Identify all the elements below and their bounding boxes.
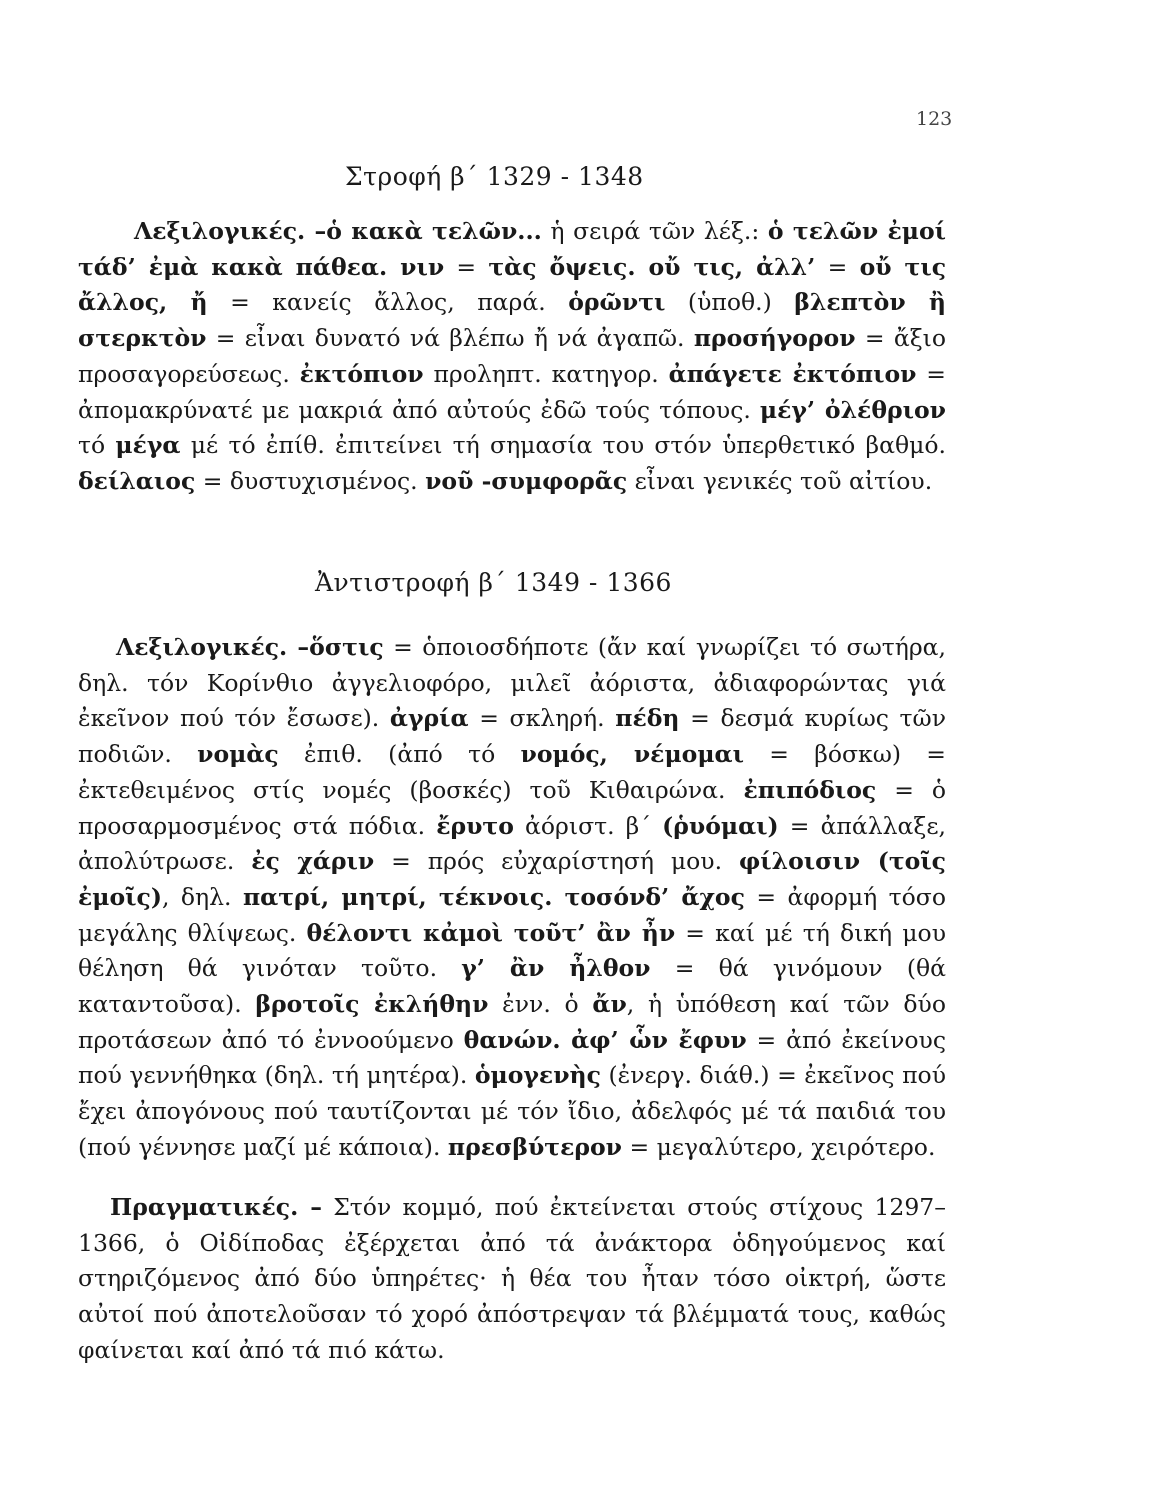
bold-term: νοῦ -συμφορᾶς bbox=[425, 466, 628, 495]
bold-term: (ῥυόμαι) bbox=[662, 811, 779, 840]
bold-term: Λεξιλογικές. –ὅστις bbox=[116, 633, 384, 661]
text-run: = βόσκω) = ἐκτεθειμένος στίς νομές (βοσκές) τοῦ Κιθαιρώνα. bbox=[78, 740, 946, 804]
section-heading-strophe: Στροφή β΄ 1329 - 1348 bbox=[345, 162, 644, 191]
section-heading-antistrophe: Ἀντιστροφή β΄ 1349 - 1366 bbox=[315, 568, 672, 597]
bold-term: θέλοντι κἀμοὶ τοῦτ’ ἂν ἦν bbox=[306, 918, 676, 947]
bold-term: βλεπτὸν ἢ στερκτὸν bbox=[78, 288, 946, 353]
bold-term: Πραγματικές. – bbox=[110, 1193, 322, 1221]
text-run: = ἀφορμή τόσο μεγάλης θλίψεως. bbox=[78, 882, 946, 947]
text-run: Στόν κομμό, πού ἐκτείνεται στούς στίχους 1297–1366, ὁ Οἰδίποδας ἐξέρχεται ἀπό τά ἀνάκτορα ὁδηγούμενος καί στηριζόμενος ἀπό δύο ὑπηρέτες· ἡ θέα του ἦταν τόσο οἰκτρή, ὥστε αὐτοί πού ἀποτελοῦσαν τό χορό ἀπόστρεψαν τά βλέμματά τους, καθώς φαίνεται καί ἀπό τά πιό κάτω. bbox=[78, 1193, 946, 1364]
text-run: = καί μέ τή δική μου θέληση θά γινόταν τοῦτο. bbox=[78, 918, 946, 983]
bold-term: ἀπάγετε ἐκτόπιον bbox=[668, 359, 917, 388]
text-run: , ἡ ὑπόθεση καί τῶν δύο προτάσεων ἀπό τό ἐννοούμενο bbox=[78, 990, 946, 1054]
bold-term: ἀγρία bbox=[389, 704, 469, 733]
text-run: = θά γινόμουν (θά καταντοῦσα). bbox=[78, 954, 947, 1019]
bold-term: μέγ’ ὀλέθριον bbox=[759, 395, 946, 424]
bold-term: ὁρῶντι bbox=[568, 288, 666, 317]
text-run: = μεγαλύτερο, χειρότερο. bbox=[621, 1132, 936, 1161]
bold-term: ἐκτόπιον bbox=[299, 359, 424, 388]
text-run: ἀόριστ. β΄ bbox=[513, 811, 663, 840]
text-run: = εἶναι δυνατό νά βλέπω ἤ νά ἀγαπῶ. bbox=[206, 324, 694, 353]
bold-term: φίλοισιν (τοῖς ἐμοῖς) bbox=[78, 847, 946, 911]
bold-term: Λεξιλογικές. –ὁ κακὰ τελῶν... bbox=[134, 217, 542, 245]
text-run: , δηλ. bbox=[161, 882, 243, 911]
bold-term: ὁ τελῶν ἐμοί τάδ’ ἐμὰ κακὰ πάθεα. νιν bbox=[78, 217, 946, 281]
text-run: (ἐνεργ. διάθ.) = ἐκεῖνος πού ἔχει ἀπογόνους πού ταυτίζονται μέ τόν ἴδιο, ἀδελφός μέ τά παιδιά του (πού γέννησε μαζί μέ κάποια). bbox=[78, 1061, 946, 1161]
bold-term: ὁμογενὴς bbox=[474, 1061, 601, 1090]
text-run: = δεσμά κυρίως τῶν ποδιῶν. bbox=[78, 704, 946, 769]
bold-term: θανών. ἀφ’ ὧν ἔφυν bbox=[463, 1025, 747, 1054]
bold-term: ἐπιπόδιος bbox=[743, 775, 877, 804]
bold-term: νομός, νέμομαι bbox=[520, 740, 744, 769]
text-run: = ἄξιο προσαγορεύσεως. bbox=[78, 324, 947, 388]
text-run: = ἀπομακρύνατέ με μακριά ἀπό αὐτούς ἐδῶ τούς τόπους. bbox=[78, 359, 946, 424]
text-run: = ὁ προσαρμοσμένος στά πόδια. bbox=[78, 775, 946, 840]
bold-term: προσήγορον bbox=[693, 324, 856, 353]
text-run: = κανείς ἄλλος, παρά. bbox=[207, 288, 569, 317]
text-run: ἐνν. ὁ bbox=[488, 990, 593, 1019]
text-run: = bbox=[444, 252, 489, 281]
bold-term: γ’ ἂν ἦλθον bbox=[461, 954, 651, 983]
text-run: = δυστυχισμένος. bbox=[195, 466, 426, 495]
page-number: 123 bbox=[916, 108, 953, 130]
bold-term: πατρί, μητρί, τέκνοις. τοσόνδ’ ἄχος bbox=[242, 882, 745, 911]
text-run: τό bbox=[78, 431, 116, 460]
text-run: εἶναι γενικές τοῦ αἰτίου. bbox=[627, 466, 933, 495]
bold-term: ἐς χάριν bbox=[251, 847, 375, 876]
text-run: ἐπιθ. (ἀπό τό bbox=[278, 740, 521, 769]
bold-term: ἔρυτο bbox=[436, 811, 514, 840]
bold-term: πρεσβύτερον bbox=[447, 1132, 622, 1161]
bold-term: μέγα bbox=[115, 431, 181, 460]
text-run: = ἀπό ἐκείνους πού γεννήθηκα (δηλ. τή μητέρα). bbox=[78, 1025, 946, 1090]
text-run: = σκληρή. bbox=[468, 704, 616, 733]
factual-notes-paragraph bbox=[78, 1190, 946, 1369]
text-run: ἡ σειρά τῶν λέξ.: bbox=[541, 217, 768, 245]
bold-term: ἄν bbox=[592, 990, 627, 1019]
bold-term: νομὰς bbox=[197, 740, 279, 769]
bold-term: οὔ τις ἄλλος, ἤ bbox=[78, 252, 947, 317]
lexical-notes-strophe-paragraph bbox=[78, 214, 946, 500]
lexical-notes-antistrophe-paragraph bbox=[78, 630, 946, 1166]
text-run: μέ τό ἐπίθ. ἐπιτείνει τή σημασία του στόν ὑπερθετικό βαθμό. bbox=[180, 431, 946, 460]
bold-term: βροτοῖς ἐκλήθην bbox=[255, 990, 489, 1019]
text-run: = ἀπάλλαξε, ἀπολύτρωσε. bbox=[78, 811, 946, 876]
text-run: = bbox=[815, 252, 860, 281]
text-run: = ὁποιοσδήποτε (ἄν καί γνωρίζει τό σωτήρα, δηλ. τόν Κορίνθιο ἀγγελιοφόρο, μιλεῖ ἀόριστα, ἀδιαφορώντας γιά ἐκεῖνον πού τόν ἔσωσε). bbox=[78, 633, 946, 733]
bold-term: πέδη bbox=[615, 704, 680, 733]
text-run: προληπτ. κατηγορ. bbox=[423, 359, 669, 388]
bold-term: τὰς ὄψεις. οὔ τις, ἀλλ’ bbox=[488, 252, 816, 281]
text-run: = πρός εὐχαρίστησή μου. bbox=[374, 847, 739, 876]
text-run: (ὑποθ.) bbox=[665, 288, 795, 317]
bold-term: δείλαιος bbox=[78, 466, 196, 495]
